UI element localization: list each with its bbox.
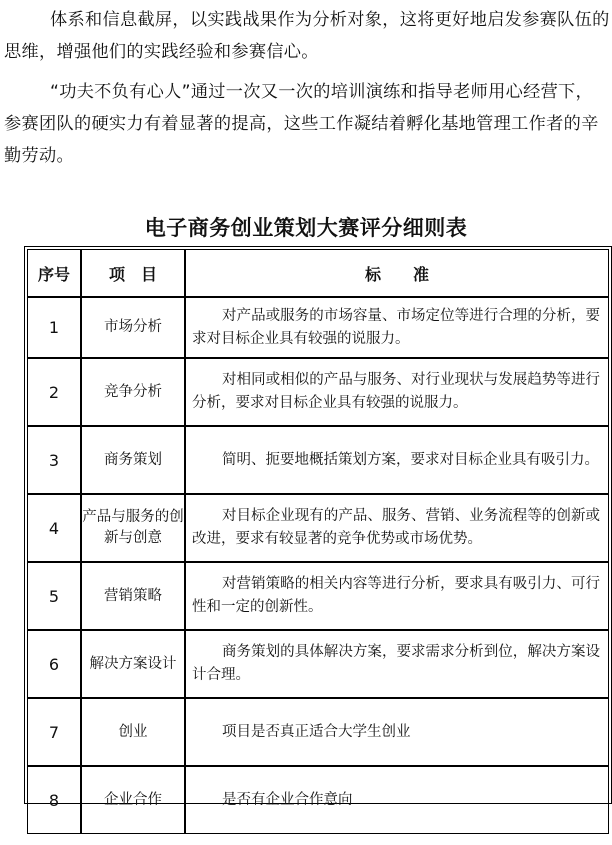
table-row (27, 630, 609, 698)
row-standard (185, 358, 609, 426)
header-no: 序号 (27, 249, 81, 297)
row-standard-text: 简明、扼要地概括策划方案，要求对目标企业具有吸引力。 (222, 451, 599, 468)
row-no: 2 (27, 358, 81, 426)
row-standard-text: 项目是否真正适合大学生创业 (222, 723, 411, 740)
table-row (27, 494, 609, 562)
table-row (27, 358, 609, 426)
row-standard (185, 426, 609, 494)
row-standard-text: 是否有企业合作意向 (222, 791, 353, 808)
table-header-row (27, 249, 609, 297)
row-standard (185, 766, 609, 834)
row-standard (185, 494, 609, 562)
row-standard-text: 对产品或服务的市场容量、市场定位等进行合理的分析，要求对目标企业具有较强的说服力。 (192, 307, 600, 347)
row-item: 产品与服务的创新与创意 (81, 494, 185, 562)
row-standard-text: 对相同或相似的产品与服务、对行业现状与发展趋势等进行分析，要求对目标企业具有较强的说服力。 (192, 372, 600, 411)
table-row (27, 698, 609, 766)
row-standard (185, 297, 609, 358)
table-row (27, 562, 609, 630)
header-standard: 标 准 (185, 249, 609, 297)
row-item: 竞争分析 (81, 358, 185, 426)
row-standard-text: 商务策划的具体解决方案，要求需求分析到位，解决方案设计合理。 (192, 644, 600, 683)
row-no: 6 (27, 630, 81, 698)
row-item: 营销策略 (81, 562, 185, 630)
table-title: 电子商务创业策划大赛评分细则表 (144, 216, 468, 240)
row-no: 3 (27, 426, 81, 494)
scoring-table (27, 249, 609, 834)
row-item: 商务策划 (81, 426, 185, 494)
body-paragraph-1: 体系和信息截屏，以实践战果作为分析对象，这将更好地启发参赛队伍的思维，增强他们的实践经验和参赛信心。 (4, 10, 610, 62)
header-item: 项 目 (81, 249, 185, 297)
row-item: 创业 (81, 698, 185, 766)
row-standard-text: 对营销策略的相关内容等进行分析，要求具有吸引力、可行性和一定的创新性。 (192, 576, 600, 615)
row-no: 4 (27, 494, 81, 562)
row-no: 1 (27, 297, 81, 358)
row-no: 7 (27, 698, 81, 766)
row-item: 市场分析 (81, 297, 185, 358)
row-standard (185, 698, 609, 766)
table-row (27, 297, 609, 358)
scoring-table-frame (24, 246, 612, 810)
row-no: 8 (27, 766, 81, 834)
row-standard-text: 对目标企业现有的产品、服务、营销、业务流程等的创新或改进，要求有较显著的竞争优势或市场优势。 (192, 508, 600, 547)
row-item: 企业合作 (81, 766, 185, 834)
row-no: 5 (27, 562, 81, 630)
table-row (27, 766, 609, 834)
row-standard (185, 630, 609, 698)
body-paragraph-2: “功夫不负有心人”通过一次又一次的培训演练和指导老师用心经营下，参赛团队的硬实力有着显著的提高，这些工作凝结着孵化基地管理工作者的辛勤劳动。 (4, 82, 599, 166)
row-item: 解决方案设计 (81, 630, 185, 698)
row-standard (185, 562, 609, 630)
table-row (27, 426, 609, 494)
